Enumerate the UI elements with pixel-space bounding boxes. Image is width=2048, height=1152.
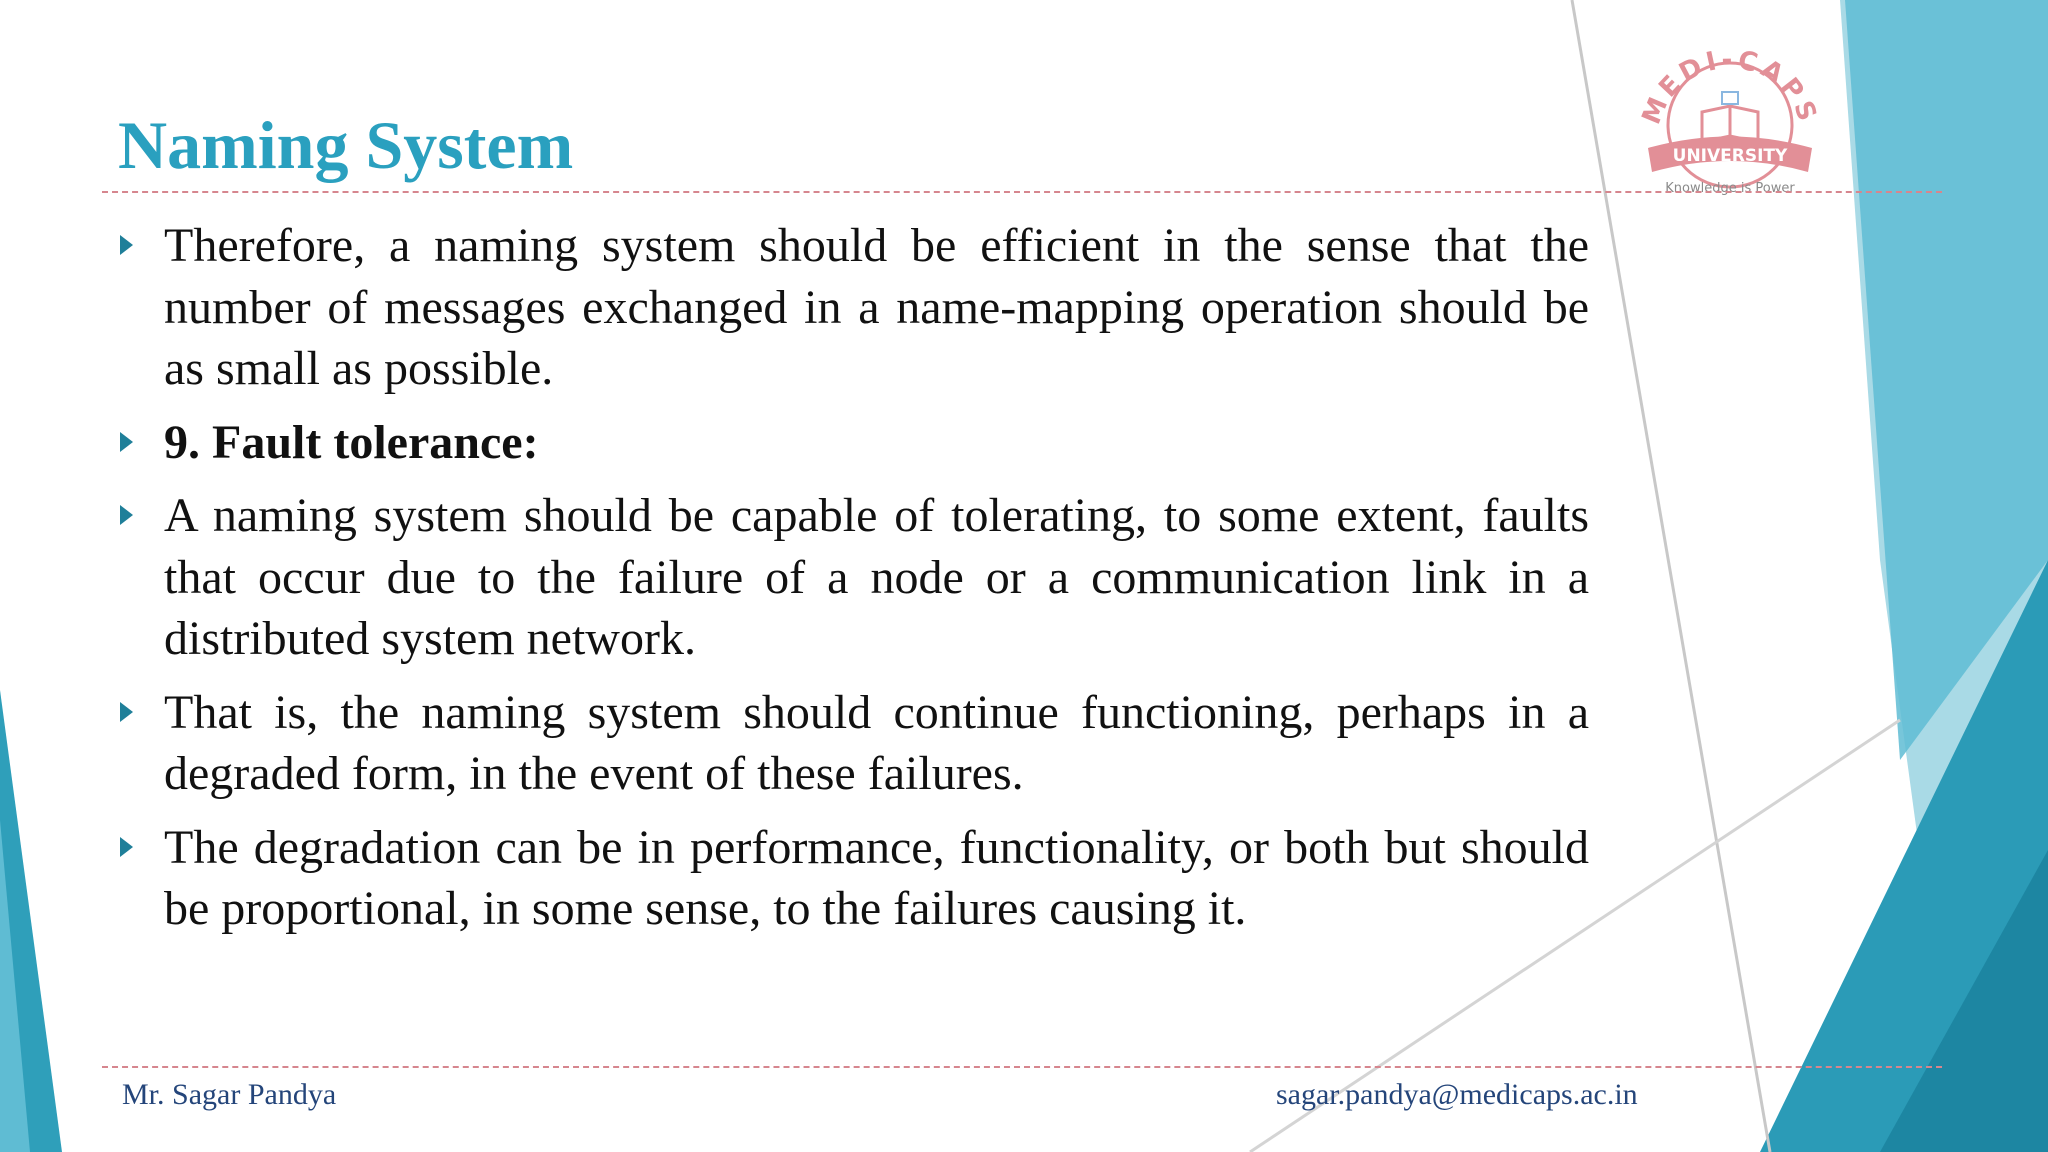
triangle-bullet-icon [120, 837, 133, 857]
university-logo-icon [1620, 30, 1840, 200]
bullet-list [114, 215, 1589, 952]
triangle-bullet-icon [120, 505, 133, 525]
bullet-text: The degradation can be in performance, functionality, or both but should be proportional, in some sense, to the failures causing it. [164, 820, 1589, 935]
svg-text:Knowledge is Power: Knowledge is Power [1665, 181, 1795, 196]
footer-email-link[interactable]: sagar.pandya@medicaps.ac.in [1276, 1078, 1638, 1111]
svg-text:MEDI-CAPS: MEDI-CAPS [1636, 44, 1824, 129]
triangle-bullet-icon [120, 432, 133, 452]
slide-title: Naming System [118, 107, 574, 183]
triangle-bullet-icon [120, 702, 133, 722]
bullet-text: A naming system should be capable of tolerating, to some extent, faults that occur due to the failure of a node or a communication link in a distributed system network. [164, 489, 1589, 665]
bullet-item [114, 485, 1589, 670]
footer-author: Mr. Sagar Pandya [122, 1078, 337, 1111]
bullet-item [114, 682, 1589, 805]
bullet-text: That is, the naming system should continue functioning, perhaps in a degraded form, in the event of these failures. [164, 685, 1589, 800]
bullet-text: Therefore, a naming system should be efficient in the sense that the number of messages exchanged in a name-mapping operation should be as small as possible. [164, 219, 1589, 395]
bullet-text: 9. Fault tolerance: [164, 415, 539, 469]
bullet-item-heading [114, 412, 1589, 474]
triangle-bullet-icon [120, 235, 133, 255]
bullet-item [114, 817, 1589, 940]
svg-text:UNIVERSITY: UNIVERSITY [1672, 146, 1788, 166]
title-divider [102, 191, 1942, 193]
bullet-item [114, 215, 1589, 400]
footer-divider [102, 1066, 1942, 1068]
